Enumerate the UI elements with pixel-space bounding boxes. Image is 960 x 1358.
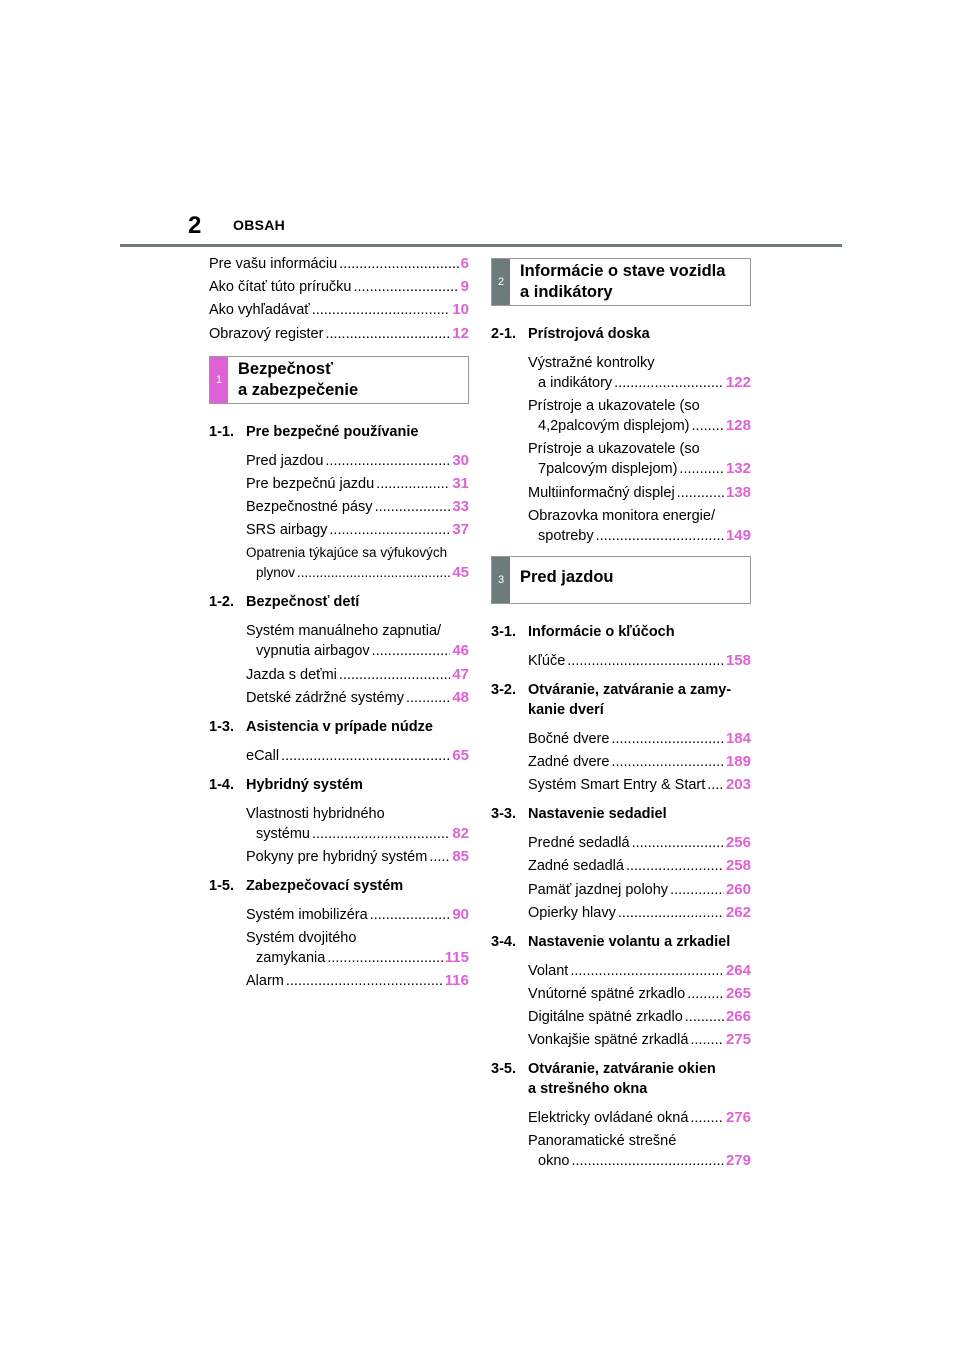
leader-dots (312, 824, 450, 844)
toc-entry[interactable] (209, 520, 469, 540)
page-link[interactable]: 266 (725, 1008, 751, 1026)
page-link[interactable]: 258 (725, 857, 751, 875)
entry-title: Vnútorné spätné zrkadlo (528, 985, 686, 1002)
page-link[interactable]: 82 (452, 824, 469, 842)
toc-entry[interactable] (491, 833, 751, 853)
page-link[interactable]: 279 (725, 1152, 751, 1170)
page-link[interactable]: 90 (452, 905, 469, 923)
entry-title: Ako čítať túto príručku (209, 279, 352, 296)
entry-title: Vonkajšie spätné zrkadlá (528, 1032, 689, 1049)
leader-dots (690, 1030, 724, 1050)
toc-column-right (491, 254, 751, 1175)
section-heading: 1-2. Bezpečnosť detí (209, 594, 360, 611)
page-link[interactable]: 10 (452, 301, 469, 319)
leader-dots (567, 651, 724, 671)
entry-title: Opatrenia týkajúce sa výfukových (246, 545, 448, 561)
leader-dots (571, 1151, 724, 1171)
page-link[interactable]: 115 (444, 949, 469, 967)
toc-entry[interactable] (209, 474, 469, 494)
leader-dots (376, 474, 450, 494)
header-rule (120, 244, 842, 247)
toc-entry[interactable] (491, 984, 751, 1004)
toc-entry[interactable] (491, 961, 751, 981)
toc-entry[interactable] (209, 746, 469, 766)
toc-entry[interactable] (209, 928, 469, 968)
toc-entry[interactable] (209, 254, 469, 274)
chapter-tab: 1 (210, 357, 228, 403)
chapter-title: Informácie o stave vozidla a indikátory (520, 262, 726, 301)
page-link[interactable]: 12 (452, 324, 469, 342)
page-link[interactable]: 158 (725, 651, 751, 669)
page-link[interactable]: 47 (452, 665, 469, 683)
section-heading: 3-4. Nastavenie volantu a zrkadiel (491, 933, 731, 950)
page-link[interactable]: 30 (452, 451, 469, 469)
chapter-tab: 3 (492, 557, 510, 603)
entry-title-cont: plynov (256, 565, 296, 581)
entry-title: Obrazovka monitora energie/ (528, 507, 715, 524)
section-heading: 3-1. Informácie o kľúčoch (491, 623, 675, 640)
leader-dots (325, 451, 450, 471)
entry-title: Prístroje a ukazovatele (so (528, 441, 700, 458)
leader-dots (353, 277, 458, 297)
page-link[interactable]: 262 (725, 903, 751, 921)
entry-title: Systém Smart Entry & Start (528, 777, 706, 794)
page-link[interactable]: 85 (452, 847, 469, 865)
leader-dots (687, 984, 724, 1004)
leader-dots (690, 1108, 724, 1128)
entry-title: Zadné dvere (528, 753, 610, 770)
entry-title: Systém dvojitého (246, 930, 357, 947)
page-link[interactable]: 33 (452, 497, 469, 515)
entry-title: Jazda s deťmi (246, 666, 337, 683)
page-link[interactable]: 122 (725, 374, 751, 391)
section-heading: 3-5. Otváranie, zatváranie okien a strešného okna (491, 1061, 716, 1098)
leader-dots (327, 948, 442, 968)
toc-entry[interactable] (491, 1007, 751, 1027)
toc-entry[interactable] (491, 1131, 751, 1171)
entry-title: Zadné sedadlá (528, 858, 624, 875)
chapter-title: Pred jazdou (520, 567, 614, 586)
entry-title: Kľúče (528, 652, 566, 669)
toc-entry[interactable] (209, 804, 469, 844)
toc-entry[interactable] (491, 651, 751, 671)
page-link[interactable]: 189 (725, 752, 751, 770)
leader-dots (685, 1007, 724, 1027)
entry-title-cont: 4,2palcovým displejom) (538, 418, 690, 435)
leader-dots (329, 520, 450, 540)
toc-entry[interactable] (209, 324, 469, 344)
toc-entry[interactable] (491, 1108, 751, 1128)
leader-dots (618, 903, 724, 923)
toc-entry[interactable] (491, 1030, 751, 1050)
entry-title-cont: 7palcovým displejom) (538, 461, 678, 478)
entry-title-cont: a indikátory (538, 375, 613, 391)
entry-title: Prístroje a ukazovatele (so (528, 398, 700, 415)
toc-entry[interactable] (209, 497, 469, 517)
leader-dots (406, 688, 450, 708)
page-link[interactable]: 132 (725, 460, 751, 478)
section-heading: 3-2. Otváranie, zatváranie a zamy- kanie dverí (491, 681, 732, 718)
leader-dots (679, 459, 724, 479)
toc-entry[interactable] (209, 971, 469, 991)
toc-entry[interactable] (491, 483, 751, 503)
entry-title: eCall (246, 747, 280, 764)
toc-entry[interactable] (491, 439, 751, 479)
page-link[interactable]: 260 (725, 880, 751, 898)
page-link[interactable]: 48 (452, 688, 469, 706)
toc-column-left (209, 254, 469, 994)
toc-entry[interactable] (209, 665, 469, 685)
toc-entry[interactable] (209, 847, 469, 867)
page-link[interactable]: 184 (725, 729, 751, 747)
leader-dots (297, 563, 450, 583)
toc-entry[interactable] (491, 353, 751, 393)
toc-entry[interactable] (491, 752, 751, 772)
page-link[interactable]: 276 (725, 1109, 751, 1127)
leader-dots (429, 847, 450, 867)
leader-dots (372, 641, 451, 661)
leader-dots (339, 254, 459, 274)
entry-title: Vlastnosti hybridného (246, 805, 385, 822)
entry-title: Ako vyhľadávať (209, 302, 310, 319)
section-heading: 2-1. Prístrojová doska (491, 326, 650, 342)
section-heading: 3-3. Nastavenie sedadiel (491, 806, 667, 823)
entry-title: Pokyny pre hybridný systém (246, 848, 428, 865)
chapter-tab: 2 (492, 259, 510, 305)
toc-entry[interactable] (491, 903, 751, 923)
entry-title-cont: zamykania (256, 950, 326, 967)
chapter-title: Bezpečnosť a zabezpečenie (238, 359, 359, 399)
leader-dots (632, 833, 724, 853)
entry-title: Pred jazdou (246, 452, 324, 469)
entry-title: Obrazový register (209, 325, 324, 342)
leader-dots (670, 880, 724, 900)
entry-title: Alarm (246, 973, 284, 990)
entry-title: Bočné dvere (528, 730, 610, 747)
entry-title: Bezpečnostné pásy (246, 498, 373, 515)
entry-title-cont: vypnutia airbagov (256, 643, 370, 660)
leader-dots (626, 856, 724, 876)
entry-title: Multiinformačný displej (528, 484, 675, 501)
toc-entry[interactable] (209, 451, 469, 471)
page-link[interactable]: 128 (725, 417, 751, 435)
leader-dots (707, 775, 724, 795)
page-link[interactable]: 46 (452, 642, 469, 660)
entry-title: Digitálne spätné zrkadlo (528, 1009, 683, 1026)
entry-title: Panoramatické strešné (528, 1133, 677, 1150)
page-link[interactable]: 65 (452, 746, 469, 764)
leader-dots (286, 971, 443, 991)
leader-dots (611, 729, 724, 749)
page-link[interactable]: 45 (452, 564, 469, 582)
section-title: OBSAH (233, 217, 286, 233)
page-link[interactable]: 264 (725, 961, 751, 979)
toc-entry[interactable] (491, 396, 751, 436)
page-link[interactable]: 265 (725, 984, 751, 1002)
toc-entry[interactable] (491, 880, 751, 900)
entry-title: Predné sedadlá (528, 835, 630, 852)
page-link[interactable]: 37 (452, 521, 469, 539)
leader-dots (677, 483, 724, 503)
toc-entry[interactable] (209, 277, 469, 297)
leader-dots (339, 665, 450, 685)
entry-title: Pamäť jazdnej polohy (528, 881, 669, 898)
leader-dots (375, 497, 451, 517)
leader-dots (692, 416, 724, 436)
leader-dots (596, 526, 724, 546)
entry-title-cont: systému (256, 825, 310, 842)
entry-title: Detské zádržné systémy (246, 689, 404, 706)
page-link[interactable]: 116 (444, 972, 469, 990)
chapter-2-box[interactable] (491, 258, 751, 306)
chapter-3-box[interactable] (491, 556, 751, 604)
entry-title: Pre bezpečnú jazdu (246, 475, 375, 492)
section-heading: 1-1. Pre bezpečné používanie (209, 423, 419, 440)
entry-title: Systém imobilizéra (246, 906, 368, 923)
toc-entry[interactable] (209, 621, 469, 661)
toc-entry[interactable] (491, 506, 751, 546)
toc-entry[interactable] (209, 543, 469, 583)
entry-title: Elektricky ovládané okná (528, 1110, 689, 1127)
section-heading: 1-5. Zabezpečovací systém (209, 877, 404, 894)
entry-title: SRS airbagy (246, 522, 328, 539)
page-link[interactable]: 31 (452, 474, 469, 492)
page-link[interactable]: 9 (460, 278, 469, 296)
entry-title: Volant (528, 962, 569, 979)
leader-dots (281, 746, 450, 766)
entry-title-cont: spotreby (538, 527, 594, 544)
page-link[interactable]: 6 (460, 255, 469, 272)
leader-dots (312, 300, 451, 320)
leader-dots (325, 324, 450, 344)
leader-dots (370, 905, 451, 925)
entry-title: Pre vašu informáciu (209, 256, 338, 272)
entry-title: Výstražné kontrolky (528, 355, 655, 371)
page-link[interactable]: 275 (725, 1031, 751, 1049)
entry-title: Opierky hlavy (528, 904, 616, 921)
toc-entry[interactable] (491, 856, 751, 876)
page-number: 2 (188, 212, 202, 239)
entry-title: Systém manuálneho zapnutia/ (246, 623, 442, 640)
toc-entry[interactable] (209, 688, 469, 708)
page-link[interactable]: 138 (725, 483, 751, 501)
toc-entry[interactable] (491, 729, 751, 749)
section-heading: 1-3. Asistencia v prípade núdze (209, 718, 433, 735)
leader-dots (611, 752, 724, 772)
chapter-1-box[interactable] (209, 356, 469, 404)
entry-title-cont: okno (538, 1153, 570, 1170)
page-link[interactable]: 203 (725, 776, 751, 794)
page-link[interactable]: 256 (725, 834, 751, 852)
leader-dots (614, 373, 724, 393)
page-link[interactable]: 149 (725, 526, 751, 544)
section-heading: 1-4. Hybridný systém (209, 776, 363, 793)
toc-entry[interactable] (209, 300, 469, 320)
toc-entry[interactable] (491, 775, 751, 795)
leader-dots (570, 961, 724, 981)
toc-entry[interactable] (209, 905, 469, 925)
